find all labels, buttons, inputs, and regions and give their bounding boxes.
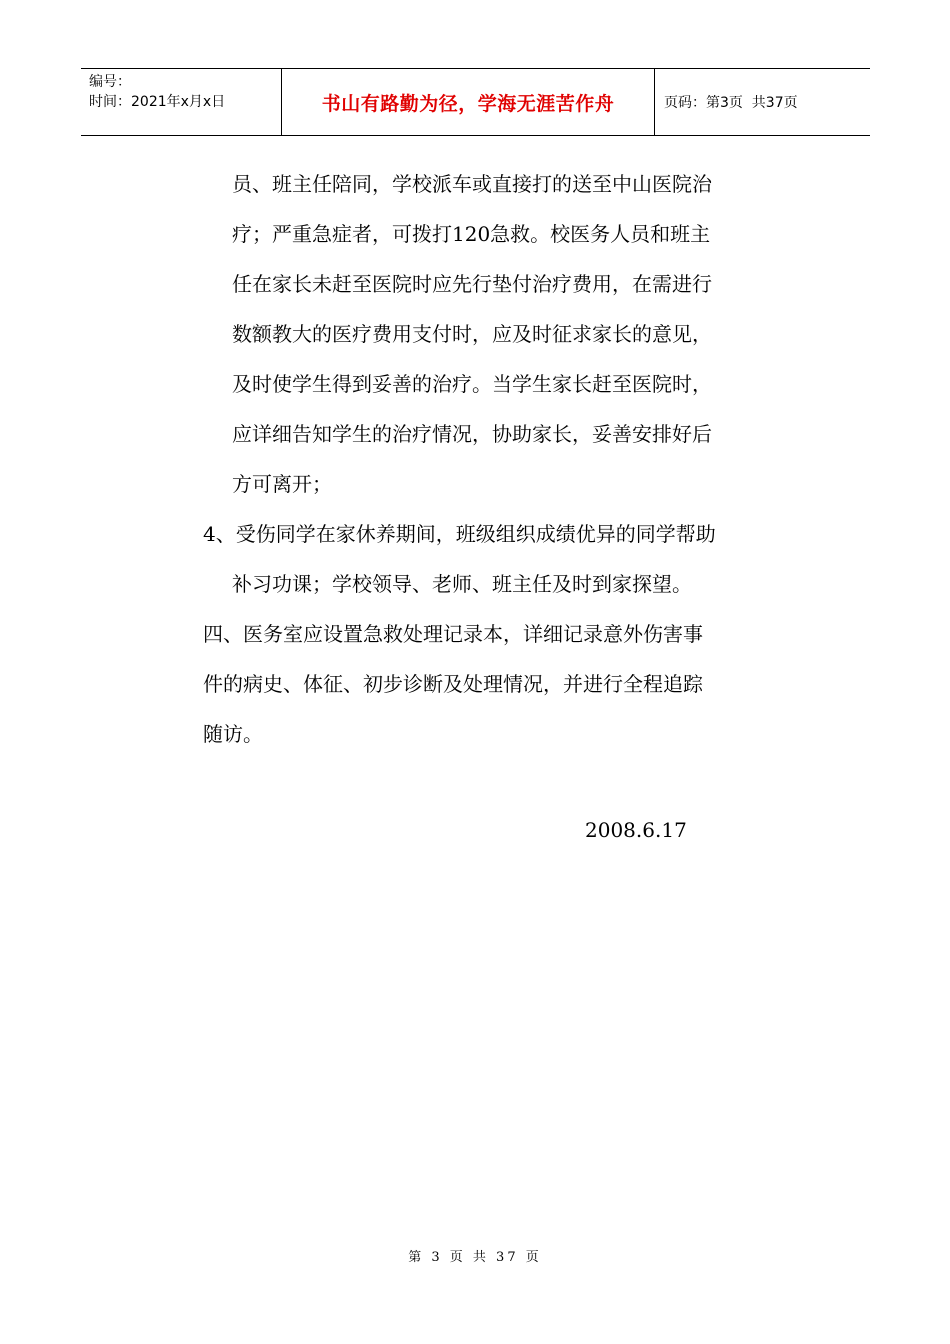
body-line: 任在家长未赶至医院时应先行垫付治疗费用，在需进行	[232, 272, 712, 296]
document-date: 2008.6.17	[585, 818, 687, 842]
body-line: 随访。	[203, 722, 263, 746]
header-page-info	[655, 69, 870, 135]
page-footer	[0, 1246, 950, 1265]
body-line: 员、班主任陪同，学校派车或直接打的送至中山医院治	[232, 172, 712, 196]
body-line: 4、受伤同学在家休养期间，班级组织成绩优异的同学帮助	[203, 522, 716, 546]
serial-label: 编号：	[89, 74, 131, 90]
page-info-text: 页码：第3页 共37页	[664, 95, 798, 111]
body-line: 四、医务室应设置急救处理记录本，详细记录意外伤害事	[203, 622, 703, 646]
body-line: 疗；严重急症者，可拨打120急救。校医务人员和班主	[232, 222, 711, 246]
header-meta	[81, 69, 281, 135]
motto-text: 书山有路勤为径，学海无涯苦作舟	[321, 92, 615, 115]
body-line: 补习功课；学校领导、老师、班主任及时到家探望。	[232, 572, 692, 596]
page-header	[81, 68, 870, 136]
footer-page-number: 第 3 页 共 37 页	[408, 1250, 542, 1265]
body-line: 方可离开；	[232, 472, 332, 496]
body-line: 应详细告知学生的治疗情况，协助家长，妥善安排好后	[232, 422, 712, 446]
body-line: 数额教大的医疗费用支付时，应及时征求家长的意见，	[232, 322, 712, 346]
body-line: 件的病史、体征、初步诊断及处理情况，并进行全程追踪	[203, 672, 703, 696]
body-line: 及时使学生得到妥善的治疗。当学生家长赶至医院时，	[232, 372, 712, 396]
header-motto	[281, 69, 655, 135]
time-label: 时间：2021年x月x日	[89, 94, 226, 110]
